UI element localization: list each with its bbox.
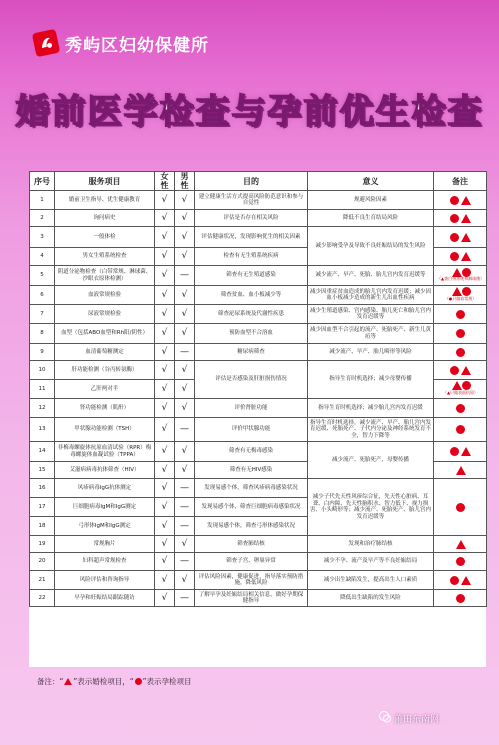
circle-icon: [456, 594, 465, 603]
cell-meaning: 降低不良生育结局风险: [308, 210, 434, 227]
cell-remark: [434, 324, 487, 344]
cell-service: 非梅毒螺旋体抗原血清试验（RPR）梅毒螺旋体血凝试验（TPPA）: [55, 442, 155, 462]
cell-meaning: 指导生育时机选择；减少胎儿宫内发育迟缓: [308, 399, 434, 418]
cell-purpose: 评估健康状况，发现影响优生的相关因素: [195, 227, 308, 248]
cell-purpose: 评价肾脏功能: [195, 399, 308, 418]
cell-female: √: [155, 266, 175, 286]
circle-icon: [456, 348, 465, 357]
cell-no: 5: [30, 266, 55, 286]
cell-no: 16: [30, 479, 55, 498]
cell-service: 阴道分泌物检查（白带常规、淋球菌、沙眼衣原体检测）: [55, 266, 155, 286]
circle-icon: [450, 576, 459, 585]
cell-no: 15: [30, 462, 55, 479]
cell-purpose: 评价甲状腺功能: [195, 418, 308, 442]
cell-no: 4: [30, 248, 55, 266]
header-remark: 备注: [434, 172, 487, 191]
cell-male: √: [175, 571, 195, 590]
triangle-icon: [461, 252, 471, 261]
cell-purpose: 筛查泌尿系统及代谢性疾患: [195, 305, 308, 324]
cell-remark: [434, 210, 487, 227]
table-row: [30, 418, 487, 442]
cell-male: √: [175, 442, 195, 462]
cell-remark: [434, 553, 487, 571]
cell-service: 尿液常规检验: [55, 305, 155, 324]
cell-male: —: [175, 266, 195, 286]
cell-service: 询问病史: [55, 210, 155, 227]
cell-remark: [434, 442, 487, 462]
cell-female: √: [155, 479, 175, 498]
cell-male: √: [175, 305, 195, 324]
table-row: [30, 324, 487, 344]
cell-remark: [434, 418, 487, 442]
cell-no: 19: [30, 536, 55, 553]
cell-female: √: [155, 442, 175, 462]
cell-service: 乙肝两对半: [55, 380, 155, 399]
cell-male: —: [175, 418, 195, 442]
exam-table-container: [29, 171, 486, 667]
table-row: [30, 344, 487, 361]
cell-male: —: [175, 517, 195, 536]
cell-remark: [434, 479, 487, 536]
page-title: 婚前医学检查与孕前优生检查: [15, 92, 484, 132]
cell-female: √: [155, 344, 175, 361]
triangle-icon: [461, 233, 471, 242]
cell-female: √: [155, 380, 175, 399]
header-no: 序号: [30, 172, 55, 191]
table-row: [30, 210, 487, 227]
legend-note: [37, 676, 192, 687]
cell-purpose: 检查有无生殖系统疾病: [195, 248, 308, 266]
cell-male: √: [175, 286, 195, 305]
cell-female: √: [155, 305, 175, 324]
cell-meaning: 降低出生缺陷的发生风险: [308, 590, 434, 607]
cell-meaning: 减少因重症贫血造成的胎儿宫内发育迟缓；减少因血小板减少造成的新生儿出血性疾病: [308, 286, 434, 305]
cell-female: √: [155, 590, 175, 607]
table-row: [30, 227, 487, 248]
table-row: [30, 399, 487, 418]
remark-note: （▲只做表面抗原）: [442, 389, 479, 395]
circle-icon: [456, 425, 465, 434]
triangle-icon: [461, 366, 471, 375]
cell-female: √: [155, 248, 175, 266]
cell-service: 妇科超声常规检查: [55, 553, 155, 571]
cell-male: √: [175, 210, 195, 227]
note-mid1: ”表示婚检项目，“: [73, 677, 134, 686]
cell-remark: [434, 266, 487, 286]
triangle-icon: [452, 287, 462, 296]
cell-service: 巨细胞病毒IgM和IgG测定: [55, 498, 155, 517]
table-row: [30, 442, 487, 462]
circle-icon: [450, 214, 459, 223]
cell-male: —: [175, 590, 195, 607]
cell-meaning: 规避风险因素: [308, 191, 434, 210]
cell-purpose: 发现易感个体，筛查巨细胞病毒感染状况: [195, 498, 308, 517]
cell-no: 22: [30, 590, 55, 607]
cell-meaning: 指导生育时机选择；减少母婴传播: [308, 361, 434, 399]
circle-icon: [462, 381, 471, 390]
circle-icon: [450, 366, 459, 375]
cell-no: 12: [30, 399, 55, 418]
cell-male: —: [175, 479, 195, 498]
cell-purpose: 了解早孕及妊娠结局相关信息，做好孕期保健指导: [195, 590, 308, 607]
cell-service: 早孕和妊娠结局跟踪随访: [55, 590, 155, 607]
circle-icon: [450, 196, 459, 205]
cell-no: 18: [30, 517, 55, 536]
circle-icon: [456, 404, 465, 413]
triangle-icon: [456, 540, 466, 549]
cell-purpose: 发现易感个体，筛查风疹病毒感染状况: [195, 479, 308, 498]
circle-icon: [456, 557, 465, 566]
cell-male: √: [175, 380, 195, 399]
cell-male: √: [175, 462, 195, 479]
cell-purpose: 预防血型不合溶血: [195, 324, 308, 344]
circle-icon: [450, 233, 459, 242]
cell-no: 6: [30, 286, 55, 305]
cell-remark: [434, 571, 487, 590]
cell-no: 3: [30, 227, 55, 248]
cell-remark: [434, 380, 487, 399]
cell-service: 肾功能检测（肌酐）: [55, 399, 155, 418]
cell-no: 7: [30, 305, 55, 324]
table-header-row: [30, 172, 487, 191]
circle-icon: [450, 447, 459, 456]
header-meaning: 意义: [308, 172, 434, 191]
header-male: 男性: [175, 172, 195, 191]
table-row: [30, 266, 487, 286]
org-name: 秀屿区妇幼保健所: [65, 36, 209, 56]
cell-female: √: [155, 536, 175, 553]
cell-service: 血清葡萄糖测定: [55, 344, 155, 361]
circle-icon: [135, 678, 142, 685]
cell-remark: [434, 191, 487, 210]
table-row: [30, 191, 487, 210]
cell-female: √: [155, 210, 175, 227]
header: [0, 0, 499, 70]
cell-purpose: 筛查贫血、血小板减少等: [195, 286, 308, 305]
cell-service: 风疹病毒IgG抗体测定: [55, 479, 155, 498]
table-row: [30, 536, 487, 553]
watermark: 莆田东南网: [394, 715, 440, 725]
table-row: [30, 361, 487, 380]
cell-remark: [434, 536, 487, 553]
cell-service: 血液常规检验: [55, 286, 155, 305]
cell-no: 14: [30, 442, 55, 462]
cell-meaning: 减少不孕、流产及早产等不良妊娠结局: [308, 553, 434, 571]
cell-no: 17: [30, 498, 55, 517]
cell-female: √: [155, 498, 175, 517]
cell-service: 艾滋病病毒抗体筛查（HIV）: [55, 462, 155, 479]
cell-service: 血型（包括ABO血型和Rh阳/阴性）: [55, 324, 155, 344]
cell-remark: [434, 399, 487, 418]
exam-table: [29, 171, 487, 607]
cell-female: √: [155, 361, 175, 380]
cell-no: 21: [30, 571, 55, 590]
cell-service: 甲状腺功能检测（TSH）: [55, 418, 155, 442]
cell-male: √: [175, 324, 195, 344]
cell-female: √: [155, 286, 175, 305]
table-row: [30, 305, 487, 324]
cell-no: 20: [30, 553, 55, 571]
triangle-icon: [452, 381, 462, 390]
cell-service: 肝功能检测（谷丙转氨酶）: [55, 361, 155, 380]
cell-female: √: [155, 517, 175, 536]
cell-purpose: 筛查子宫、卵巢异常: [195, 553, 308, 571]
circle-icon: [462, 287, 471, 296]
cell-no: 1: [30, 191, 55, 210]
cell-service: 男女生殖系统检查: [55, 248, 155, 266]
cell-female: √: [155, 227, 175, 248]
cell-male: —: [175, 553, 195, 571]
cell-no: 13: [30, 418, 55, 442]
cell-purpose: 评估是否感染及肝脏损伤情况: [195, 361, 308, 399]
header-service: 服务项目: [55, 172, 155, 191]
cell-female: √: [155, 324, 175, 344]
cell-remark: [434, 462, 487, 479]
cell-remark: [434, 344, 487, 361]
table-row: [30, 286, 487, 305]
triangle-icon: [456, 466, 466, 475]
remark-note: （▲查白带常规和淋球菌）: [437, 276, 485, 281]
table-row: [30, 479, 487, 498]
cell-purpose: 筛查有无HIV感染: [195, 462, 308, 479]
circle-icon: [450, 252, 459, 261]
medical-cross-logo-icon: [32, 29, 60, 57]
triangle-icon: [461, 214, 471, 223]
cell-female: √: [155, 191, 175, 210]
cell-service: 风险评估和咨询指导: [55, 571, 155, 590]
cell-service: 一般体检: [55, 227, 155, 248]
cell-meaning: 减少子代先天性风疹综合征，先天性心脏病、耳聋、白内障、先天性脑积水、智力低下、视力损害、小头畸形等；减少流产、死胎死产、胎儿宫内发育迟缓等: [308, 479, 434, 536]
cell-meaning: 减少出生缺陷发生，提高出生人口素质: [308, 571, 434, 590]
remark-note: （●只做血常规）: [444, 295, 477, 301]
cell-male: √: [175, 227, 195, 248]
triangle-icon: [64, 678, 72, 685]
cell-service: 婚前卫生指导、优生健康教育: [55, 191, 155, 210]
triangle-icon: [461, 447, 471, 456]
cell-female: √: [155, 462, 175, 479]
cell-purpose: 筛查有无梅毒感染: [195, 442, 308, 462]
cell-remark: [434, 590, 487, 607]
cell-service: 弓形体IgM和IgG测定: [55, 517, 155, 536]
table-row: [30, 571, 487, 590]
cell-no: 11: [30, 380, 55, 399]
circle-icon: [456, 310, 465, 319]
cell-no: 8: [30, 324, 55, 344]
cell-remark: [434, 227, 487, 248]
cell-no: 2: [30, 210, 55, 227]
cell-purpose: 评估风险因素，健康促进，指导落实预防措施，降低风险: [195, 571, 308, 590]
note-mid2: ”表示孕检项目: [142, 677, 192, 686]
cell-remark: [434, 305, 487, 324]
cell-male: √: [175, 361, 195, 380]
cell-meaning: 发现和治疗肺结核: [308, 536, 434, 553]
header-purpose: 目的: [195, 172, 308, 191]
cell-male: —: [175, 344, 195, 361]
cell-meaning: 减少流产、早产、死胎、胎儿宫内发育迟缓等: [308, 266, 434, 286]
cell-female: √: [155, 418, 175, 442]
cell-remark: [434, 361, 487, 380]
cell-remark: [434, 286, 487, 305]
circle-icon: [456, 329, 465, 338]
circle-icon: [456, 503, 465, 512]
cell-male: √: [175, 399, 195, 418]
header-female: 女性: [155, 172, 175, 191]
cell-no: 9: [30, 344, 55, 361]
cell-male: √: [175, 191, 195, 210]
cell-purpose: 糖尿病筛查: [195, 344, 308, 361]
cell-female: √: [155, 553, 175, 571]
cell-purpose: 筛查有无生殖道感染: [195, 266, 308, 286]
table-row: [30, 590, 487, 607]
cell-female: √: [155, 571, 175, 590]
cell-purpose: 筛查肺结核: [195, 536, 308, 553]
triangle-icon: [461, 576, 471, 585]
cell-meaning: 减少影响受孕及导致不良妊娠结局的发生风险: [308, 227, 434, 266]
cell-meaning: 减少流产、早产、胎儿畸形等风险: [308, 344, 434, 361]
wechat-icon: [379, 711, 391, 723]
cell-no: 10: [30, 361, 55, 380]
cell-male: √: [175, 248, 195, 266]
note-prefix: 备注：“: [37, 677, 64, 686]
cell-meaning: 指导生育时机选择，减少流产、早产、胎儿宫内发育迟缓、死胎死产、子代内分泌及神经系统发育不全，智力下降等: [308, 418, 434, 442]
cell-service: 常规胸片: [55, 536, 155, 553]
cell-female: √: [155, 399, 175, 418]
cell-male: —: [175, 498, 195, 517]
cell-meaning: 减少生殖道感染、宫内感染、胎儿死亡和胎儿宫内发育迟缓等: [308, 305, 434, 324]
triangle-icon: [461, 196, 471, 205]
table-row: [30, 553, 487, 571]
cell-purpose: 发现易感个体，筛查弓形体感染状况: [195, 517, 308, 536]
cell-purpose: 建立健康生活方式提高风险防范意识和参与自觉性: [195, 191, 308, 210]
cell-meaning: 减少因血型不合引起的流产、死胎死产、新生儿黄疸等: [308, 324, 434, 344]
cell-male: √: [175, 536, 195, 553]
cell-remark: [434, 248, 487, 266]
cell-meaning: 减少流产、死胎死产、母婴传播: [308, 442, 434, 479]
cell-purpose: 评估是否存在相关风险: [195, 210, 308, 227]
